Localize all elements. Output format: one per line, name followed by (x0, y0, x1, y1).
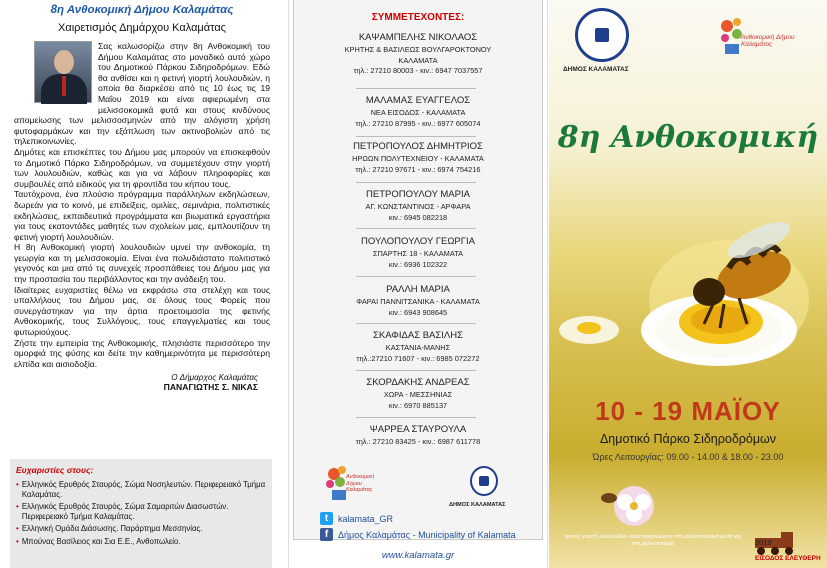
participant-name: ΣΚΟΡΔΑΚΗΣ ΑΝΔΡΕΑΣ (366, 377, 470, 388)
daisy-flower-icon (641, 294, 797, 366)
mayor-greeting-panel (0, 0, 280, 568)
participant-entry (294, 190, 542, 223)
bee-on-flower-image (549, 180, 827, 390)
participant-name: ΜΑΛΑΜΑΣ ΕΥΑΓΓΕΛΟΣ (365, 95, 471, 106)
municipality-label: ΔΗΜΟΣ ΚΑΛΑΜΑΤΑΣ (449, 502, 506, 508)
participant-address: ΑΓ. ΚΩΝΣΤΑΝΤΙΝΟΣ - ΑΡΦΑΡΑ (365, 202, 471, 211)
facebook-icon: f (320, 528, 333, 541)
twitter-icon: t (320, 512, 333, 525)
logo-caption: Ανθοκομική Δήμου Καλαμάτας (346, 474, 375, 493)
thanks-box (10, 459, 272, 568)
participant-phone: τηλ.: 27210 97671 - κιν.: 6974 754216 (355, 164, 481, 174)
participant-address: ΝΕΑ ΕΙΣΟΔΟΣ - ΚΑΛΑΜΑΤΑ (370, 108, 466, 117)
divider (356, 370, 476, 371)
participant-phone: τηλ.: 27210 83425 - κιν.: 6987 611778 (355, 437, 481, 446)
twitter-handle: kalamata_GR (338, 513, 394, 524)
greeting-subtitle: Χαιρετισμός Δημάρχου Καλαμάτας (58, 22, 226, 34)
mayor-photo (34, 41, 92, 103)
participant-entry (294, 237, 542, 270)
participants-heading: ΣΥΜΜΕΤΕΧΟΝΤΕΣ: (371, 12, 465, 23)
thanks-item-text: Μπούνας Βασίλειος και Σια Ε.Ε., Ανθοπωλείο. (21, 536, 181, 546)
opening-hours: Ώρες Λειτουργίας: 09.00 - 14.00 & 18.00 - 23.00 (592, 452, 784, 462)
participants-panel (288, 0, 548, 568)
bullet-icon: • (16, 502, 19, 512)
thanks-item-text: Ελληνική Ομάδα Διάσωσης. Παράρτημα Μεσσηνίας. (21, 524, 203, 534)
participant-name: ΣΚΑΦΙΔΑΣ ΒΑΣΙΛΗΣ (373, 330, 463, 341)
signature-name: ΠΑΝΑΓΙΩΤΗΣ Σ. ΝΙΚΑΣ (163, 382, 258, 393)
participant-address: ΗΡΩΩΝ ΠΟΛΥΤΕΧΝΕΙΟΥ - ΚΑΛΑΜΑΤΑ (352, 154, 484, 163)
participant-phone: κιν.: 6945 082218 (388, 212, 448, 222)
free-entry-label: ΕΙΣΟΔΟΣ ΕΛΕΥΘΕΡΗ (755, 555, 821, 562)
participant-name: ΠΕΤΡΟΠΟΥΛΟΣ ΔΗΜΗΤΡΙΟΣ (353, 141, 483, 152)
facebook-link[interactable] (320, 528, 516, 541)
participant-name: ΠΟΥΛΟΠΟΥΛΟΥ ΓΕΩΡΓΙΑ (361, 236, 475, 247)
event-venue: Δημοτικό Πάρκο Σιδηροδρόμων (599, 432, 777, 446)
bullet-icon: • (16, 536, 19, 546)
facebook-page: Δήμος Καλαμάτας - Municipality of Kalamata (338, 529, 516, 540)
divider (356, 88, 476, 89)
participants-box (293, 0, 543, 540)
thanks-item-text: Ελληνικός Ερυθρός Σταυρός, Σώμα Σαμαριτών Διασωστών. Περιφερειακό Τμήμα Καλαμάτας. (21, 502, 229, 521)
participant-name: ΡΑΛΛΗ ΜΑΡΙΑ (386, 284, 450, 295)
participant-entry (294, 96, 542, 129)
participant-address: ΦΑΡΑΙ ΠΑΝΝΙΤΣΑΝΙΚΑ - ΚΑΛΑΜΑΤΑ (356, 297, 480, 306)
thanks-item (16, 502, 266, 521)
thanks-item (16, 524, 266, 534)
cover-panel (549, 0, 827, 568)
participant-phone: τηλ.: 27210 80003 - κιν.: 6947 7037557 (353, 66, 483, 75)
footnote-text: φετινή γιορτή λουλουδιών είναι αφιερωμένη στα μελισσοκομικά φυτά και στη μελισσοκομία (565, 534, 741, 547)
greeting-paragraph: Σας καλωσορίζω στην 8η Ανθοκομική του Δήμου Καλαμάτας στο μοναδικό αυτό χώρο του Δημοτικού Πάρκου Σιδηροδρόμων. Εδώ θα ανθίσει και η φετινή γιορτή λουλουδιών, η οποία θα διαρκέσει από τις 10 έως τις 19 Μαΐου 2019 και είναι αφιερωμένη στα μελισσοκομικά φυτά και στους κινδύνους απομείωσης των μελισσοσμηνών από την αλόγιστη χρήση φυτοφαρμάκων και την εξάπλωση των ακτινοβολιών από τις τηλεπικοινωνίες. (14, 41, 270, 147)
participant-entry (294, 425, 542, 448)
blossom-bee-image (589, 480, 679, 532)
greeting-paragraph: Ιδιαίτερες ευχαριστίες θέλω να εκφράσω στα στελέχη και τους υπαλλήλους του Δήμου μας, σε όλους τους Φορείς που συνεργάστηκαν για την άρτια προετοιμασία της φετινής Ανθοκομικής, τους Συλλόγους, τους επαγγελματίες και τους φυτωριούχους. (14, 284, 270, 338)
divider (356, 182, 476, 183)
thanks-item (16, 537, 266, 547)
greeting-paragraph: Ταυτόχρονα, ένα πλούσιο πρόγραμμα παράλληλων εκδηλώσεων, δωρεάν για το κοινό, με επιδείξεις, ομιλίες, σεμινάρια, πολιτιστικές εκδηλώσεις, εκπαιδευτικά προγράμματα και βιωματικά εργαστήρια για τους εκατοντάδες μαθητές των σχολείων μας, εμπλουτίζουν τη φετινή γιορτή λουλουδιών. (14, 189, 270, 242)
event-dates: 10 - 19 ΜΑΪΟΥ (595, 396, 781, 426)
participant-entry (294, 285, 542, 318)
participant-phone: κιν.: 6970 885137 (388, 400, 448, 410)
bullet-icon: • (16, 480, 19, 489)
participant-entry (294, 33, 542, 77)
thanks-title: Ευχαριστίες στους: (16, 465, 94, 475)
greeting-paragraph: Ζήστε την εμπειρία της Ανθοκομικής, πλησιάστε περισσότερο την ομορφιά της φύσης και δείτε την καθημερινότητα με περισσότερη ελπίδα και αισιοδοξία. (14, 337, 270, 369)
participant-entry (294, 142, 542, 175)
logos-row (294, 462, 542, 512)
participant-address-2: ΚΑΛΑΜΑΤΑ (398, 55, 438, 65)
participant-address: ΚΑΣΤΑΝΙΑ-ΜΑΝΗΣ (385, 343, 451, 352)
participant-phone: τηλ.:27210 71607 - κιν.: 6985 072272 (356, 353, 480, 363)
thanks-item-text: Ελληνικός Ερυθρός Σταυρός, Σώμα Νοσηλευτών. Περιφερειακό Τμήμα Καλαμάτας. (21, 480, 266, 499)
municipality-seal-icon (575, 8, 629, 62)
divider (356, 276, 476, 277)
participant-address: ΣΠΑΡΤΗΣ 18 - ΚΑΛΑΜΑΤΑ (372, 249, 464, 258)
participant-entry (294, 378, 542, 411)
greeting-paragraph: Η 8η Ανθοκομική γιορτή λουλουδιών υμνεί την ανθοκομία, τη γεωργία και τη μελισσοκομία. Είναι ένα πολυδιάστατο πολιτιστικό γεγονός και μια από τις συνεχείς προσπάθειες του Δήμου μας για την προστασία του περιβάλλοντος και την ανάδειξη του. (14, 242, 270, 285)
page-title: 8η Ανθοκομική Δήμου Καλαμάτας (50, 4, 234, 16)
thanks-item (16, 480, 266, 499)
participant-address: ΧΩΡΑ - ΜΕΣΣΗΝΙΑΣ (383, 390, 453, 399)
twitter-link[interactable] (320, 512, 393, 525)
participant-phone: κιν.: 6936 102322 (388, 259, 448, 269)
municipality-label: ΔΗΜΟΣ ΚΑΛΑΜΑΤΑΣ (563, 66, 629, 73)
participant-name: ΠΕΤΡΟΠΟΥΛΟΥ ΜΑΡΙΑ (366, 189, 470, 200)
participant-name: ΚΑΨΑΜΠΕΛΗΣ ΝΙΚΟΛΑΟΣ (358, 32, 478, 43)
participant-entry (294, 331, 542, 364)
divider (356, 136, 476, 137)
divider (356, 228, 476, 229)
municipality-seal-icon (470, 466, 498, 496)
signature-role: Ο Δήμαρχος Καλαμάτας (171, 373, 258, 383)
website-link[interactable]: www.kalamata.gr (381, 550, 455, 561)
logo-caption: Ανθοκομική Δήμου Καλαμάτας (741, 34, 795, 48)
greeting-text (14, 41, 270, 369)
participant-phone: τηλ.: 27210 87995 - κιν.: 6977 605074 (355, 118, 481, 128)
participant-name: ΨΑΡΡΕΑ ΣΤΑΥΡΟΥΛΑ (369, 424, 467, 435)
greeting-paragraph: Δημότες και επισκέπτες του Δήμου μας μπορούν να επισκεφθούν το Δημοτικό Πάρκο Σιδηροδρόμων, να συμμετέχουν στην γιορτή των λουλουδιών, καθώς και για να λάβουν πληροφορίες και συμβουλές από ειδικούς για τη φροντίδα του κήπου τους. (14, 146, 270, 189)
participant-address: ΚΡΗΤΗΣ & ΒΑΣΙΛΕΩΣ ΒΟΥΛΓΑΡΟΚΤΟΝΟΥ (344, 45, 492, 54)
divider (356, 417, 476, 418)
event-year: 2019 (755, 538, 772, 547)
bullet-icon: • (16, 524, 19, 534)
divider (356, 323, 476, 324)
event-title: 8η Ανθοκομική (557, 120, 819, 155)
participant-phone: κιν.: 6943 908645 (388, 307, 448, 317)
